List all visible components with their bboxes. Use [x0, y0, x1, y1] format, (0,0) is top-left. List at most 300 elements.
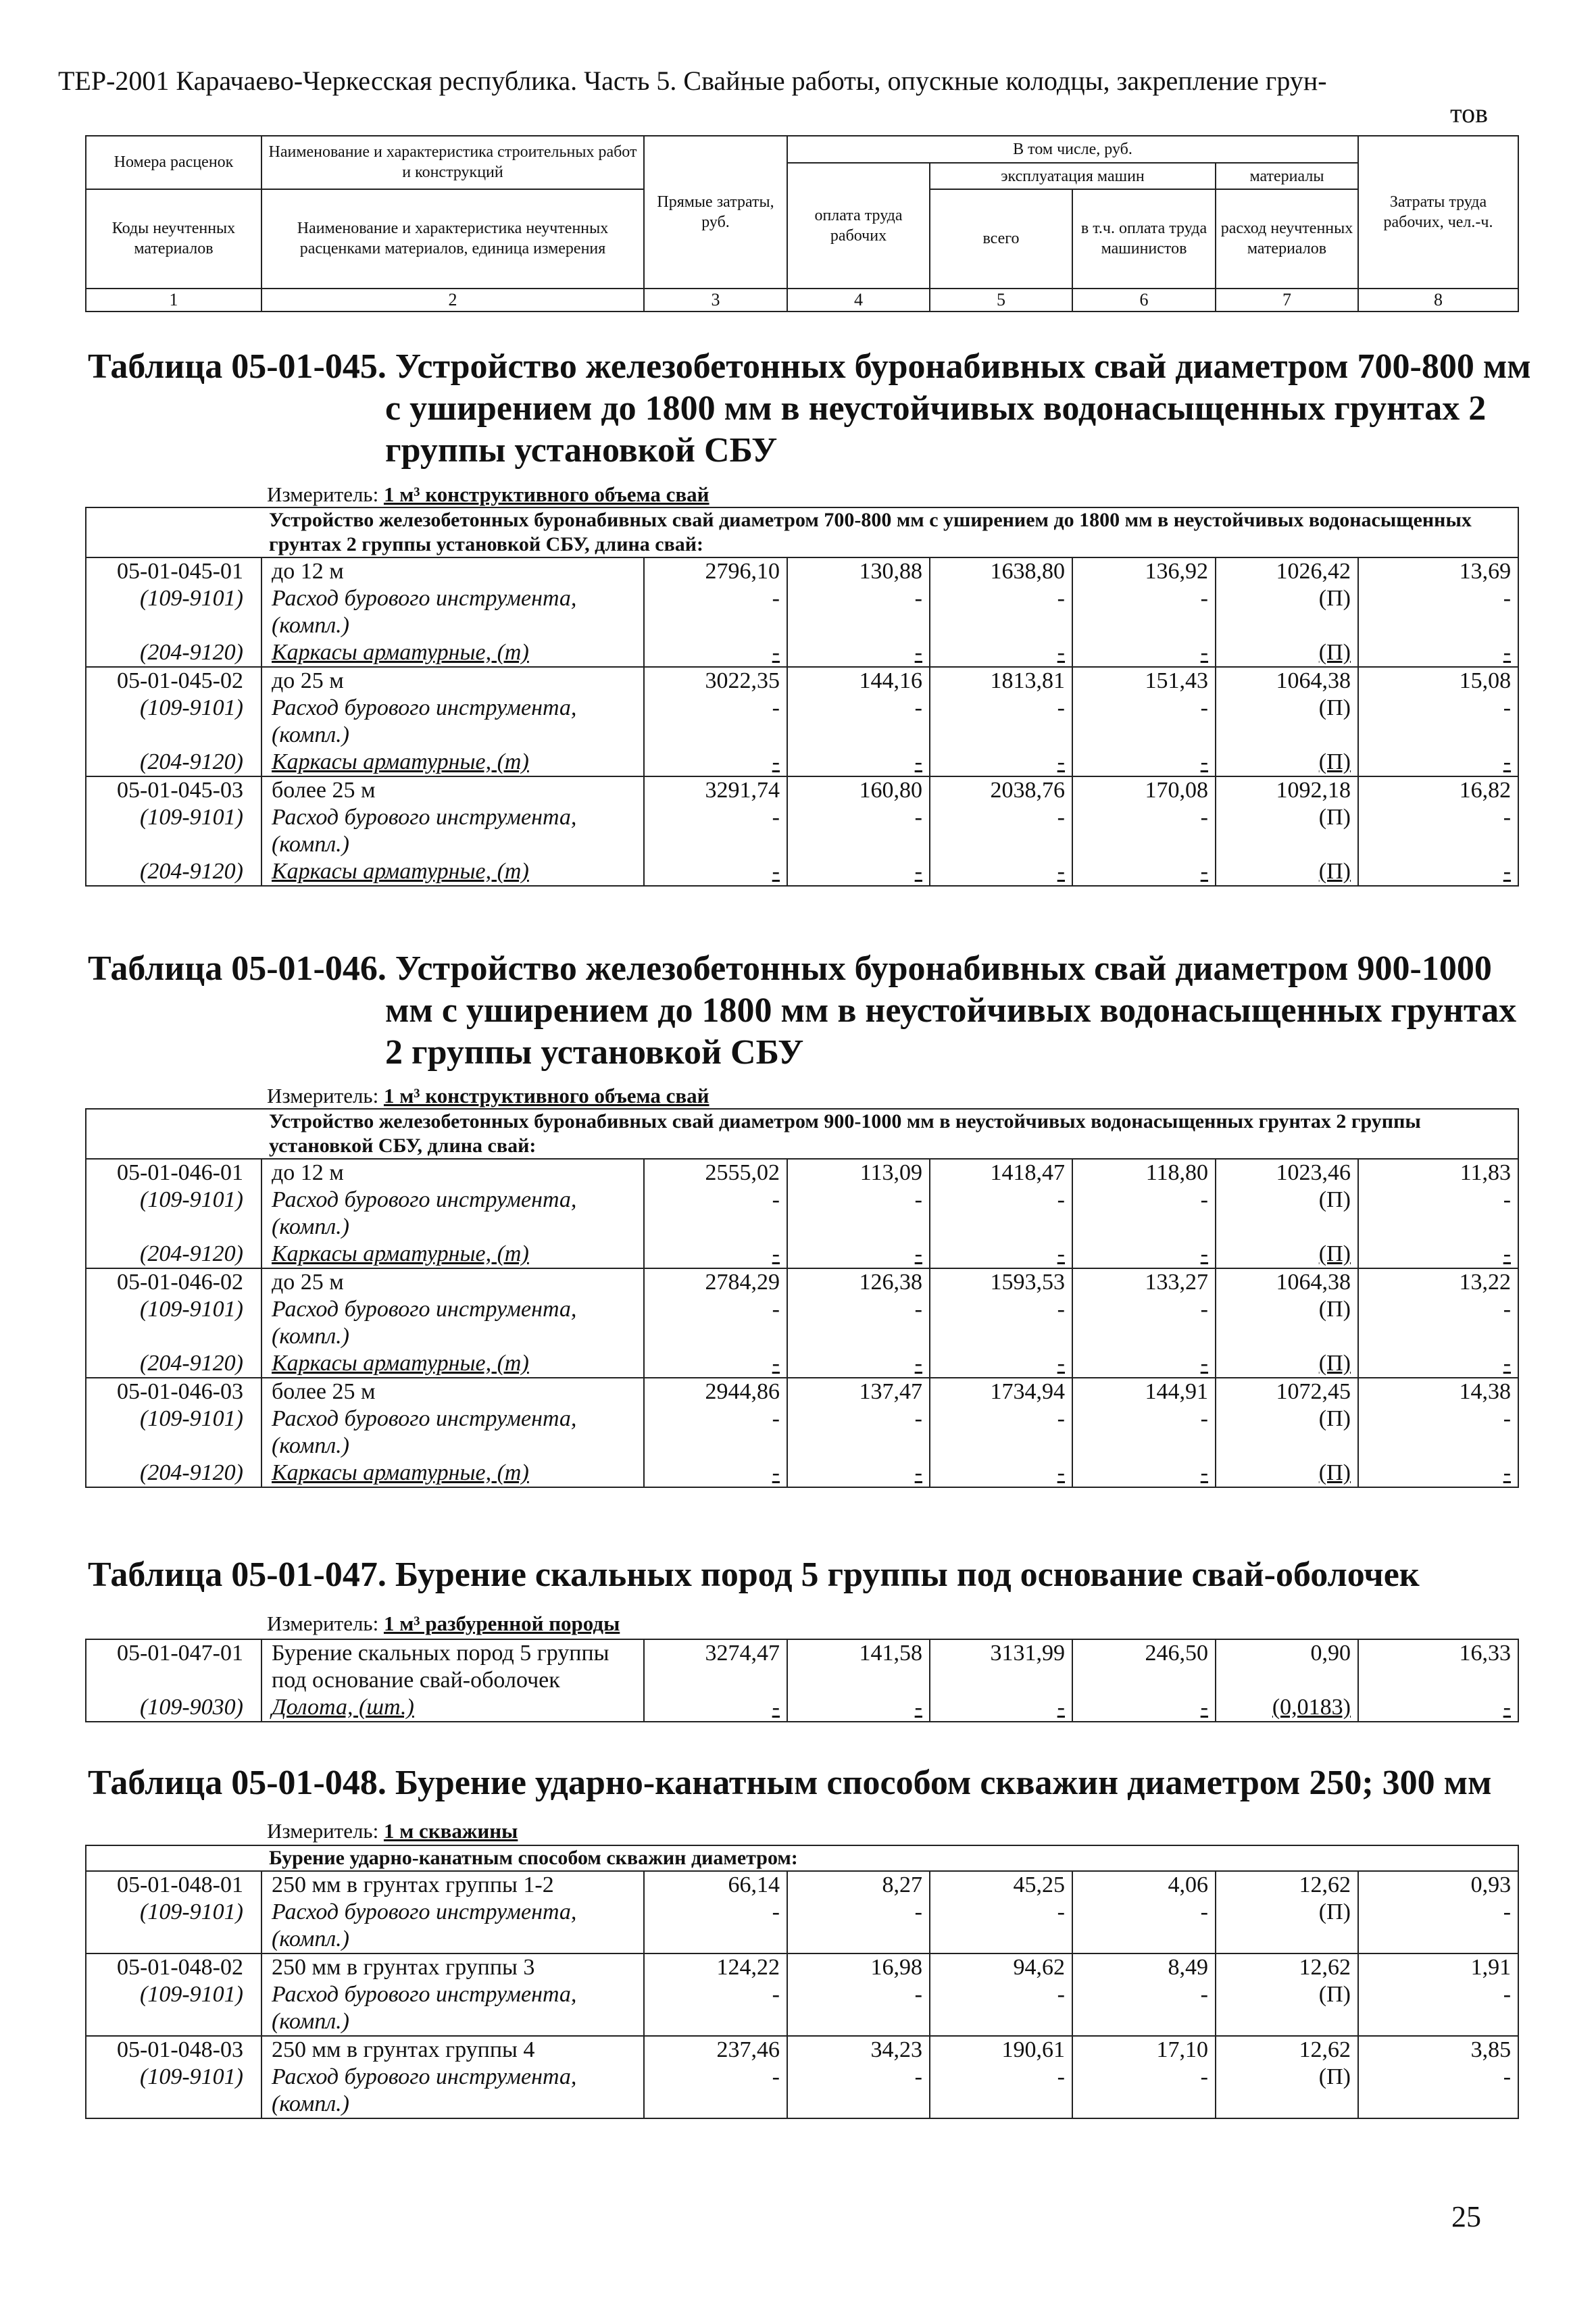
value-cell: [1072, 2008, 1216, 2036]
material-row: [86, 1323, 1518, 1350]
value-cell: -: [644, 2064, 787, 2091]
rate-name: Каркасы арматурные, (т): [261, 1350, 644, 1378]
header-num-7: 7: [1216, 289, 1358, 312]
rate-code: (109-9101): [86, 1187, 261, 1214]
value-cell: [1072, 1433, 1216, 1460]
rate-row: [86, 1953, 1518, 1981]
value-cell: 12,62: [1216, 1953, 1358, 1981]
value-cell: -: [1072, 1899, 1216, 1926]
value-cell: (П): [1216, 1899, 1358, 1926]
value-cell: [930, 612, 1072, 639]
value-cell: -: [1072, 2064, 1216, 2091]
value-cell: (П): [1216, 2064, 1358, 2091]
rate-name: 250 мм в грунтах группы 3: [261, 1953, 644, 1981]
rate-code: (109-9101): [86, 1405, 261, 1433]
value-cell: -: [644, 585, 787, 612]
value-cell: -: [787, 1241, 930, 1268]
value-cell: (П): [1216, 585, 1358, 612]
value-cell: -: [1358, 1241, 1518, 1268]
value-cell: -: [644, 1187, 787, 1214]
value-cell: -: [1358, 1296, 1518, 1323]
rate-code: [86, 722, 261, 749]
value-cell: -: [1358, 1899, 1518, 1926]
value-cell: 1023,46: [1216, 1159, 1358, 1187]
rate-name: до 12 м: [261, 1159, 644, 1187]
value-cell: [1072, 831, 1216, 858]
rate-row: [86, 1268, 1518, 1296]
value-cell: 190,61: [930, 2036, 1072, 2064]
rate-code: (109-9101): [86, 2064, 261, 2091]
value-cell: -: [787, 1405, 930, 1433]
header-num-6: 6: [1072, 289, 1216, 312]
value-cell: 144,16: [787, 667, 930, 695]
value-cell: [930, 722, 1072, 749]
value-cell: -: [644, 749, 787, 776]
value-cell: [1358, 1323, 1518, 1350]
rate-name: Расход бурового инструмента,: [261, 804, 644, 831]
rate-name: более 25 м: [261, 1378, 644, 1405]
header-labor-pay: оплата труда рабочих: [787, 163, 930, 288]
rate-code: 05-01-045-01: [86, 557, 261, 585]
value-cell: [644, 2008, 787, 2036]
value-cell: (П): [1216, 858, 1358, 886]
value-cell: 1,91: [1358, 1953, 1518, 1981]
value-cell: -: [930, 804, 1072, 831]
value-cell: -: [1072, 585, 1216, 612]
value-cell: 3,85: [1358, 2036, 1518, 2064]
value-cell: (П): [1216, 1296, 1358, 1323]
value-cell: 1593,53: [930, 1268, 1072, 1296]
value-cell: -: [1072, 639, 1216, 667]
value-cell: [930, 1926, 1072, 1953]
value-cell: [787, 1433, 930, 1460]
section-intro: Устройство железобетонных буронабивных свай диаметром 700-800 мм с уширением до 1800 мм в неустойчивых водонасыщенных грунтах 2 группы установкой СБУ, длина свай:: [86, 507, 1518, 557]
value-cell: -: [787, 1460, 930, 1487]
material-row: [86, 1694, 1518, 1722]
value-cell: [1216, 1433, 1358, 1460]
material-row: [86, 2008, 1518, 2036]
material-row: [86, 1187, 1518, 1214]
value-cell: 13,69: [1358, 557, 1518, 585]
header-num-1: 1: [86, 289, 261, 312]
rate-code: 05-01-048-02: [86, 1953, 261, 1981]
value-cell: [930, 2091, 1072, 2118]
rate-row: [86, 1871, 1518, 1899]
value-cell: (П): [1216, 1981, 1358, 2008]
table-title-line: с уширением до 1800 мм в неустойчивых водонасыщенных грунтах 2: [385, 389, 1487, 428]
value-cell: [1358, 831, 1518, 858]
value-cell: 3131,99: [930, 1639, 1072, 1667]
value-cell: -: [1072, 1350, 1216, 1378]
value-cell: 94,62: [930, 1953, 1072, 1981]
header-machinists-pay: в т.ч. оплата труда машинистов: [1072, 189, 1216, 289]
value-cell: 2555,02: [644, 1159, 787, 1187]
rate-code: [86, 612, 261, 639]
value-cell: [1358, 2091, 1518, 2118]
value-cell: -: [644, 1694, 787, 1722]
material-row: [86, 1926, 1518, 1953]
material-row: [86, 1433, 1518, 1460]
value-cell: -: [787, 1187, 930, 1214]
value-cell: -: [644, 1460, 787, 1487]
value-cell: -: [1358, 1981, 1518, 2008]
header-machines: эксплуатация машин: [930, 163, 1216, 189]
value-cell: (П): [1216, 749, 1358, 776]
value-cell: -: [1358, 749, 1518, 776]
rate-name: (компл.): [261, 722, 644, 749]
value-cell: -: [1358, 695, 1518, 722]
header-material-codes: Коды неучтенных материалов: [86, 189, 261, 289]
rate-name: Расход бурового инструмента,: [261, 585, 644, 612]
rate-name: (компл.): [261, 1214, 644, 1241]
value-cell: -: [930, 1460, 1072, 1487]
value-cell: -: [787, 639, 930, 667]
value-cell: 113,09: [787, 1159, 930, 1187]
value-cell: 8,27: [787, 1871, 930, 1899]
rate-row: [86, 1159, 1518, 1187]
rate-code: (204-9120): [86, 639, 261, 667]
value-cell: 151,43: [1072, 667, 1216, 695]
rate-row: [86, 667, 1518, 695]
value-cell: 66,14: [644, 1871, 787, 1899]
value-cell: 2796,10: [644, 557, 787, 585]
rate-name: Каркасы арматурные, (т): [261, 749, 644, 776]
value-cell: -: [1358, 1460, 1518, 1487]
value-cell: 15,08: [1358, 667, 1518, 695]
value-cell: -: [1358, 1694, 1518, 1722]
rate-code: (109-9101): [86, 804, 261, 831]
value-cell: [644, 1214, 787, 1241]
measure-value: 1 м скважины: [383, 1819, 518, 1843]
table-title-047: [88, 1554, 1420, 1596]
rate-name: 250 мм в грунтах группы 1-2: [261, 1871, 644, 1899]
rate-name: Расход бурового инструмента,: [261, 695, 644, 722]
value-cell: [644, 2091, 787, 2118]
header-work-name: Наименование и характеристика строительных работ и конструкций: [261, 136, 644, 189]
value-cell: -: [644, 858, 787, 886]
value-cell: -: [644, 1241, 787, 1268]
value-cell: [1216, 2091, 1358, 2118]
rate-code: [86, 2008, 261, 2036]
value-cell: 1734,94: [930, 1378, 1072, 1405]
value-cell: -: [787, 1899, 930, 1926]
section-intro: Бурение ударно-канатным способом скважин диаметром:: [86, 1845, 1518, 1871]
rate-name: (компл.): [261, 1433, 644, 1460]
value-cell: 124,22: [644, 1953, 787, 1981]
value-cell: [787, 1667, 930, 1694]
rate-code: [86, 831, 261, 858]
value-cell: 4,06: [1072, 1871, 1216, 1899]
rate-name: под основание свай-оболочек: [261, 1667, 644, 1694]
value-cell: 1638,80: [930, 557, 1072, 585]
value-cell: 1092,18: [1216, 776, 1358, 804]
value-cell: 1418,47: [930, 1159, 1072, 1187]
value-cell: [1216, 2008, 1358, 2036]
value-cell: 1026,42: [1216, 557, 1358, 585]
rate-code: 05-01-046-03: [86, 1378, 261, 1405]
header-num-5: 5: [930, 289, 1072, 312]
value-cell: -: [1072, 1405, 1216, 1433]
rate-name: (компл.): [261, 831, 644, 858]
value-cell: 16,82: [1358, 776, 1518, 804]
value-cell: [787, 722, 930, 749]
value-cell: 130,88: [787, 557, 930, 585]
value-cell: 3022,35: [644, 667, 787, 695]
value-cell: 118,80: [1072, 1159, 1216, 1187]
value-cell: [930, 1433, 1072, 1460]
value-cell: [644, 722, 787, 749]
value-cell: 45,25: [930, 1871, 1072, 1899]
value-cell: [1358, 612, 1518, 639]
rate-code: 05-01-045-03: [86, 776, 261, 804]
material-row: [86, 1405, 1518, 1433]
value-cell: -: [644, 804, 787, 831]
value-cell: -: [930, 695, 1072, 722]
rate-name: Каркасы арматурные, (т): [261, 858, 644, 886]
material-row: [86, 1981, 1518, 2008]
value-cell: -: [787, 1694, 930, 1722]
value-cell: -: [787, 585, 930, 612]
value-cell: -: [644, 1405, 787, 1433]
value-cell: 3274,47: [644, 1639, 787, 1667]
rate-code: (109-9101): [86, 1981, 261, 2008]
value-cell: -: [787, 2064, 930, 2091]
value-cell: 237,46: [644, 2036, 787, 2064]
value-cell: -: [1072, 1981, 1216, 2008]
value-cell: [644, 1433, 787, 1460]
running-header-line2: тов: [1450, 98, 1488, 128]
rate-name: Расход бурового инструмента,: [261, 2064, 644, 2091]
rate-code: (204-9120): [86, 1460, 261, 1487]
value-cell: [930, 1323, 1072, 1350]
value-cell: -: [787, 695, 930, 722]
rate-code: 05-01-046-01: [86, 1159, 261, 1187]
value-cell: [644, 831, 787, 858]
rates-table-047: [85, 1639, 1519, 1722]
value-cell: [644, 612, 787, 639]
value-cell: [1216, 1323, 1358, 1350]
measure-048: [267, 1819, 518, 1843]
rate-code: [86, 2091, 261, 2118]
value-cell: -: [930, 1405, 1072, 1433]
rate-name: (компл.): [261, 2008, 644, 2036]
value-cell: [787, 2091, 930, 2118]
value-cell: 14,38: [1358, 1378, 1518, 1405]
material-row: [86, 1214, 1518, 1241]
value-cell: [930, 1667, 1072, 1694]
value-cell: -: [1358, 2064, 1518, 2091]
value-cell: [787, 1214, 930, 1241]
value-cell: [1216, 1667, 1358, 1694]
value-cell: 160,80: [787, 776, 930, 804]
page-number: 25: [1451, 2200, 1481, 2233]
value-cell: [787, 1323, 930, 1350]
header-num-2: 2: [261, 289, 644, 312]
rate-name: Каркасы арматурные, (т): [261, 1460, 644, 1487]
value-cell: (П): [1216, 804, 1358, 831]
value-cell: -: [1358, 585, 1518, 612]
value-cell: -: [787, 1981, 930, 2008]
rate-name: Бурение скальных пород 5 группы: [261, 1639, 644, 1667]
value-cell: 144,91: [1072, 1378, 1216, 1405]
value-cell: [1072, 1667, 1216, 1694]
material-row: [86, 2064, 1518, 2091]
value-cell: -: [930, 858, 1072, 886]
value-cell: 12,62: [1216, 2036, 1358, 2064]
value-cell: -: [1072, 804, 1216, 831]
value-cell: [930, 2008, 1072, 2036]
value-cell: -: [787, 749, 930, 776]
value-cell: 1064,38: [1216, 1268, 1358, 1296]
value-cell: [1072, 2091, 1216, 2118]
rate-name: (компл.): [261, 612, 644, 639]
rate-code: (109-9101): [86, 1296, 261, 1323]
rate-name: до 12 м: [261, 557, 644, 585]
rate-name: 250 мм в грунтах группы 4: [261, 2036, 644, 2064]
rate-name: (компл.): [261, 1926, 644, 1953]
header-materials-use: расход неучтенных материалов: [1216, 189, 1358, 289]
rate-code: 05-01-047-01: [86, 1639, 261, 1667]
table-title-line: Таблица 05-01-047. Бурение скальных пород 5 группы под основание свай-оболочек: [88, 1555, 1420, 1594]
header-including: В том числе, руб.: [787, 136, 1358, 163]
value-cell: -: [930, 1187, 1072, 1214]
material-row: [86, 1241, 1518, 1268]
header-labor-costs: Затраты труда рабочих, чел.-ч.: [1358, 136, 1518, 289]
rate-code: 05-01-048-01: [86, 1871, 261, 1899]
value-cell: [1358, 1926, 1518, 1953]
running-header: [58, 65, 1491, 128]
header-materials: материалы: [1216, 163, 1358, 189]
measure-047: [267, 1612, 620, 1636]
rate-code: (109-9101): [86, 695, 261, 722]
value-cell: -: [1072, 1241, 1216, 1268]
value-cell: -: [1358, 804, 1518, 831]
rate-name: Каркасы арматурные, (т): [261, 639, 644, 667]
value-cell: [1358, 1214, 1518, 1241]
value-cell: 8,49: [1072, 1953, 1216, 1981]
table-title-line: Таблица 05-01-048. Бурение ударно-канатным способом скважин диаметром 250; 300 мм: [88, 1764, 1492, 1802]
material-row: [86, 804, 1518, 831]
rate-name: Расход бурового инструмента,: [261, 1296, 644, 1323]
value-cell: -: [1358, 639, 1518, 667]
value-cell: [1216, 612, 1358, 639]
value-cell: -: [1072, 695, 1216, 722]
material-row: [86, 831, 1518, 858]
value-cell: 2784,29: [644, 1268, 787, 1296]
value-cell: -: [1072, 749, 1216, 776]
value-cell: [930, 831, 1072, 858]
value-cell: 170,08: [1072, 776, 1216, 804]
value-cell: 141,58: [787, 1639, 930, 1667]
column-header-table: [85, 135, 1519, 312]
running-header-line1: ТЕР-2001 Карачаево-Черкесская республика. Часть 5. Свайные работы, опускные колодцы, закрепление грун-: [58, 66, 1327, 96]
value-cell: -: [930, 1241, 1072, 1268]
material-row: [86, 1460, 1518, 1487]
rate-code: (204-9120): [86, 1241, 261, 1268]
material-row: [86, 1296, 1518, 1323]
measure-label: Измеритель:: [267, 482, 379, 506]
value-cell: [787, 1926, 930, 1953]
table-title-045: [88, 346, 1531, 472]
measure-045: [267, 482, 709, 507]
measure-value: 1 м³ конструктивного объема свай: [383, 1084, 709, 1107]
value-cell: 126,38: [787, 1268, 930, 1296]
rate-code: (109-9030): [86, 1694, 261, 1722]
material-row: [86, 639, 1518, 667]
material-row: [86, 612, 1518, 639]
value-cell: -: [930, 1694, 1072, 1722]
value-cell: [1216, 1926, 1358, 1953]
header-num-4: 4: [787, 289, 930, 312]
measure-label: Измеритель:: [267, 1612, 379, 1635]
section-intro: Устройство железобетонных буронабивных свай диаметром 900-1000 мм в неустойчивых водонасыщенных грунтах 2 группы установкой СБУ, длина свай:: [86, 1109, 1518, 1159]
rate-code: (109-9101): [86, 1899, 261, 1926]
value-cell: (П): [1216, 1405, 1358, 1433]
value-cell: -: [1072, 1187, 1216, 1214]
measure-label: Измеритель:: [267, 1819, 379, 1843]
rate-row: [86, 776, 1518, 804]
value-cell: 13,22: [1358, 1268, 1518, 1296]
rate-row: [86, 1639, 1518, 1667]
material-row: [86, 585, 1518, 612]
rate-code: (204-9120): [86, 858, 261, 886]
value-cell: (П): [1216, 1460, 1358, 1487]
material-row: [86, 695, 1518, 722]
material-row: [86, 858, 1518, 886]
value-cell: [1072, 1323, 1216, 1350]
rate-name: Долота, (шт.): [261, 1694, 644, 1722]
material-row: [86, 1350, 1518, 1378]
value-cell: 0,90: [1216, 1639, 1358, 1667]
table-title-line: группы установкой СБУ: [385, 431, 778, 470]
value-cell: 11,83: [1358, 1159, 1518, 1187]
value-cell: -: [1072, 1460, 1216, 1487]
value-cell: -: [1358, 1405, 1518, 1433]
value-cell: -: [1358, 1350, 1518, 1378]
value-cell: 137,47: [787, 1378, 930, 1405]
measure-value: 1 м³ разбуренной породы: [383, 1612, 620, 1635]
value-cell: -: [930, 2064, 1072, 2091]
value-cell: -: [644, 1350, 787, 1378]
value-cell: [1358, 722, 1518, 749]
header-machines-total: всего: [930, 189, 1072, 289]
value-cell: (0,0183): [1216, 1694, 1358, 1722]
value-cell: 246,50: [1072, 1639, 1216, 1667]
value-cell: 136,92: [1072, 557, 1216, 585]
value-cell: -: [644, 1899, 787, 1926]
value-cell: 1064,38: [1216, 667, 1358, 695]
rate-name: до 25 м: [261, 1268, 644, 1296]
table-title-048: [88, 1762, 1492, 1804]
measure-value: 1 м³ конструктивного объема свай: [383, 482, 709, 506]
value-cell: [1072, 612, 1216, 639]
value-cell: 0,93: [1358, 1871, 1518, 1899]
value-cell: [1216, 1214, 1358, 1241]
value-cell: 3291,74: [644, 776, 787, 804]
table-title-line: мм с уширением до 1800 мм в неустойчивых водонасыщенных грунтах: [385, 991, 1517, 1030]
value-cell: [1216, 831, 1358, 858]
value-cell: -: [644, 1981, 787, 2008]
rate-name: до 25 м: [261, 667, 644, 695]
material-row: [86, 749, 1518, 776]
rate-code: (109-9101): [86, 585, 261, 612]
value-cell: [1358, 1433, 1518, 1460]
value-cell: -: [930, 749, 1072, 776]
value-cell: [787, 2008, 930, 2036]
value-cell: (П): [1216, 639, 1358, 667]
measure-046: [267, 1084, 709, 1108]
rate-name: (компл.): [261, 1323, 644, 1350]
